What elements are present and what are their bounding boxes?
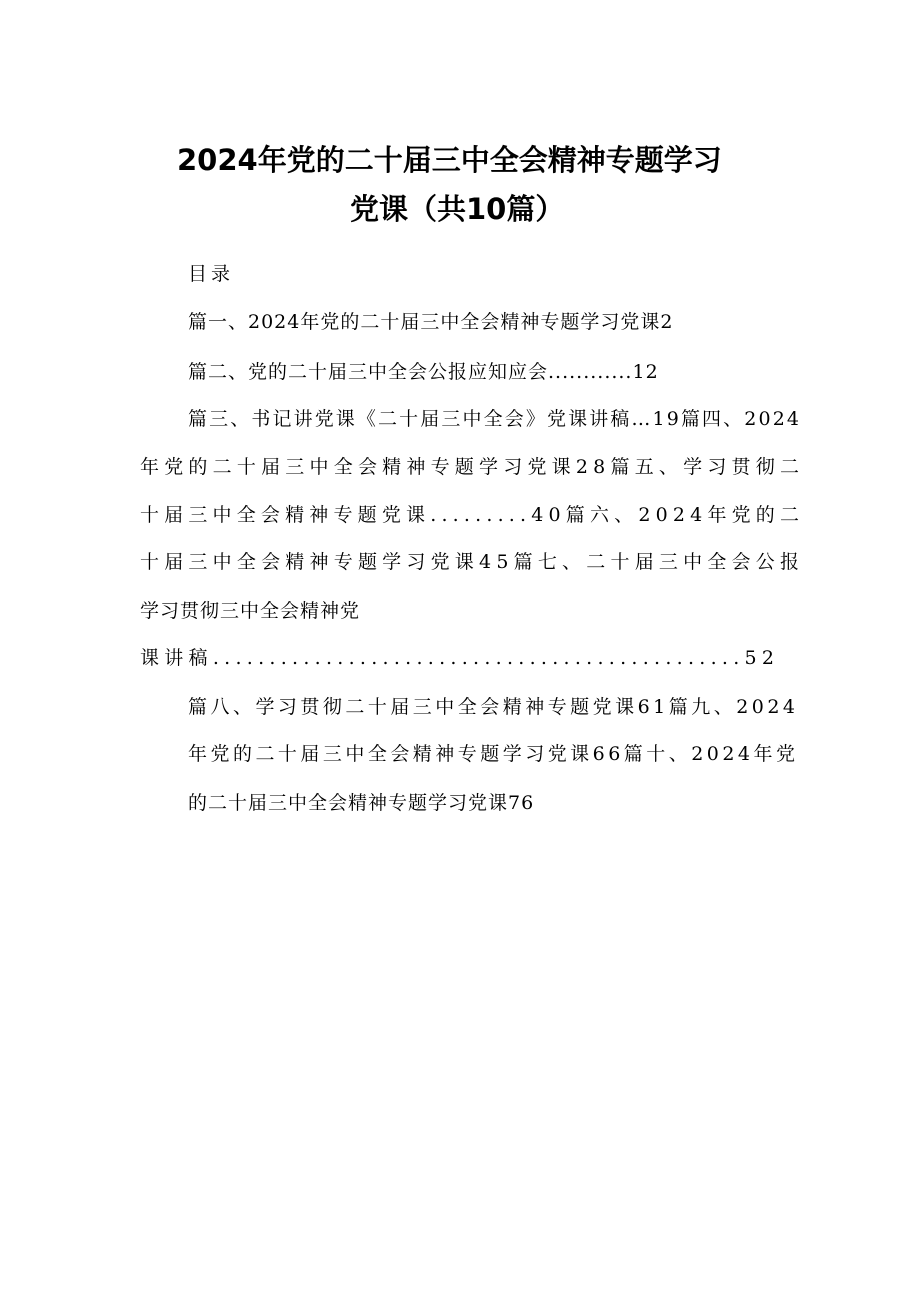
toc-line: 篇一、2024年党的二十届三中全会精神专题学习党课2 <box>188 311 674 333</box>
document-title-line-2: 党课（共10篇） <box>350 192 565 226</box>
toc-line: 学习贯彻三中全会精神党 <box>140 600 361 622</box>
toc-heading: 目录 <box>188 263 235 285</box>
toc-line: 篇八、学习贯彻二十届三中全会精神专题党课61篇九、2024 <box>188 696 799 718</box>
toc-line: 年党的二十届三中全会精神专题学习党课28篇五、学习贯彻二 <box>140 456 805 478</box>
toc-line: 篇三、书记讲党课《二十届三中全会》党课讲稿…19篇四、2024 <box>188 408 802 430</box>
toc-line: 十届三中全会精神专题学习党课45篇七、二十届三中全会公报 <box>140 551 805 573</box>
toc-line: 年党的二十届三中全会精神专题学习党课66篇十、2024年党 <box>188 743 799 765</box>
toc-line: 十届三中全会精神专题党课.........40篇六、2024年党的二 <box>140 504 805 526</box>
toc-line: 的二十届三中全会精神专题学习党课76 <box>188 792 535 814</box>
document-title-line-1: 2024年党的二十届三中全会精神专题学习 <box>177 143 722 177</box>
toc-line: 篇二、党的二十届三中全会公报应知应会............12 <box>188 361 659 383</box>
toc-line: 课讲稿...............................................52 <box>140 647 780 669</box>
